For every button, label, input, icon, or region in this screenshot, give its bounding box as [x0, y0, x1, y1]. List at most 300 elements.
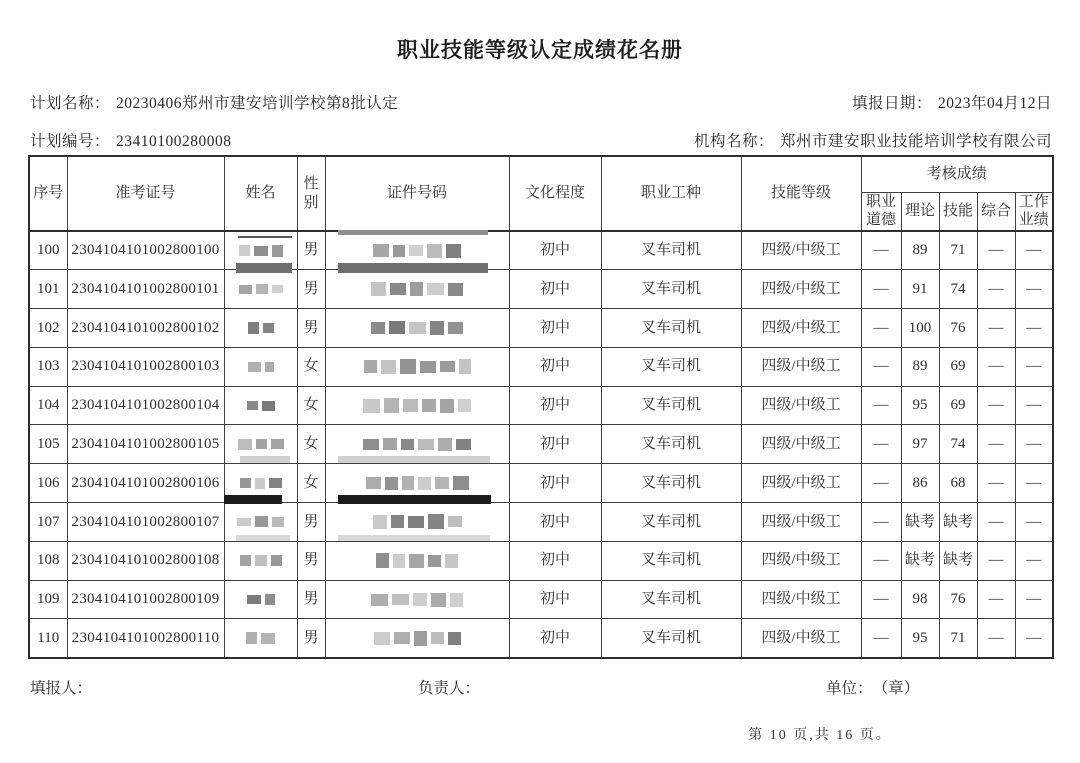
redaction-mask — [330, 427, 505, 461]
meta-row-2 — [30, 129, 1052, 151]
cell-gender: 男 — [297, 270, 325, 309]
cell-seq: 103 — [29, 347, 67, 386]
pixelated-block — [371, 322, 385, 334]
table-row — [29, 425, 1053, 464]
cell-exam-no: 2304104101002800104 — [67, 386, 224, 425]
cell-seq: 110 — [29, 619, 67, 658]
cell-skill-level: 四级/中级工 — [741, 347, 861, 386]
filler-label: 填报人： — [30, 680, 93, 697]
pixelated-block — [254, 246, 268, 256]
pixelated-block — [366, 477, 381, 489]
cell-name-redacted — [224, 580, 297, 619]
cell-name-redacted — [224, 503, 297, 542]
pixelated-block — [255, 516, 268, 527]
report-date-label: 填报日期： — [851, 95, 932, 112]
pixelated-block — [448, 322, 463, 334]
cell-score-3: — — [977, 619, 1015, 658]
cell-id-redacted — [325, 231, 509, 270]
cell-score-0: — — [861, 347, 901, 386]
cell-gender: 女 — [297, 386, 325, 425]
cell-score-4: — — [1015, 619, 1053, 658]
cell-score-2: 71 — [939, 619, 977, 658]
pixelated-block — [401, 439, 414, 450]
header-score-work: 工作业绩 — [1015, 192, 1053, 231]
plan-name-label: 计划名称： — [30, 95, 111, 112]
unit-label — [826, 676, 919, 698]
cell-score-3: — — [977, 309, 1015, 348]
table-header — [29, 156, 1053, 231]
cell-gender: 男 — [297, 309, 325, 348]
pixelated-block — [402, 476, 414, 490]
table-body — [29, 231, 1053, 658]
cell-score-1: 100 — [901, 309, 939, 348]
redaction-mask — [330, 583, 505, 617]
page-title: 职业技能等级认定成绩花名册 — [397, 39, 683, 62]
table-row — [29, 464, 1053, 503]
cell-score-2: 71 — [939, 231, 977, 270]
cell-occupation: 叉车司机 — [601, 580, 741, 619]
cell-occupation: 叉车司机 — [601, 425, 741, 464]
pixelated-block — [445, 554, 458, 568]
report-date-value: 2023年04月12日 — [937, 95, 1052, 112]
cell-score-4: — — [1015, 580, 1053, 619]
pixelated-block — [435, 477, 449, 489]
cell-occupation: 叉车司机 — [601, 541, 741, 580]
cell-exam-no: 2304104101002800110 — [67, 619, 224, 658]
cell-education: 初中 — [509, 580, 601, 619]
cell-score-2: 76 — [939, 309, 977, 348]
pixelated-block — [458, 399, 471, 412]
cell-score-0: — — [861, 619, 901, 658]
pixelated-block — [376, 553, 389, 568]
redaction-mask — [229, 583, 293, 617]
cell-skill-level: 四级/中级工 — [741, 231, 861, 270]
cell-exam-no: 2304104101002800100 — [67, 231, 224, 270]
header-id-no: 证件号码 — [325, 156, 509, 231]
pixelated-block — [374, 632, 390, 645]
page-number-text: 第 10 页,共 16 页。 — [748, 728, 892, 743]
cell-score-3: — — [977, 425, 1015, 464]
pixelated-block — [256, 284, 268, 294]
cell-skill-level: 四级/中级工 — [741, 619, 861, 658]
cell-score-2: 缺考 — [939, 541, 977, 580]
redaction-mask — [229, 350, 293, 384]
page-number — [0, 724, 1080, 744]
pixelated-block — [448, 516, 462, 527]
redaction-mask — [330, 234, 505, 267]
cell-id-redacted — [325, 425, 509, 464]
cell-score-1: 缺考 — [901, 541, 939, 580]
cell-name-redacted — [224, 619, 297, 658]
cell-score-1: 95 — [901, 619, 939, 658]
cell-score-2: 缺考 — [939, 503, 977, 542]
cell-seq: 101 — [29, 270, 67, 309]
cell-score-4: — — [1015, 347, 1053, 386]
table-row — [29, 503, 1053, 542]
cell-score-4: — — [1015, 464, 1053, 503]
redaction-mask — [229, 272, 293, 306]
cell-name-redacted — [224, 386, 297, 425]
cell-score-2: 76 — [939, 580, 977, 619]
pixelated-block — [409, 322, 426, 334]
pixelated-block — [371, 594, 388, 606]
pixelated-block — [450, 593, 463, 607]
pixelated-block — [255, 555, 267, 566]
cell-exam-no: 2304104101002800109 — [67, 580, 224, 619]
unit-label-text: 单位： — [826, 680, 873, 697]
cell-name-redacted — [224, 231, 297, 270]
cell-exam-no: 2304104101002800105 — [67, 425, 224, 464]
cell-score-0: — — [861, 541, 901, 580]
cell-name-redacted — [224, 425, 297, 464]
cell-seq: 100 — [29, 231, 67, 270]
redaction-mask — [330, 272, 505, 306]
cell-score-0: — — [861, 231, 901, 270]
plan-code — [30, 129, 232, 151]
pixelated-block — [392, 594, 409, 605]
pixelated-block — [418, 439, 434, 450]
pixelated-block — [440, 399, 454, 413]
pixelated-block — [431, 632, 444, 644]
cell-score-3: — — [977, 503, 1015, 542]
pixelated-block — [263, 323, 274, 333]
cell-score-2: 69 — [939, 386, 977, 425]
plan-name-value: 20230406郑州市建安培训学校第8批认定 — [116, 95, 399, 112]
cell-score-4: — — [1015, 309, 1053, 348]
cell-education: 初中 — [509, 425, 601, 464]
pixelated-block — [428, 555, 441, 567]
cell-score-3: — — [977, 464, 1015, 503]
pixelated-block — [371, 282, 386, 296]
cell-score-4: — — [1015, 231, 1053, 270]
pixelated-block — [422, 399, 436, 412]
pixelated-block — [265, 594, 275, 605]
unit-seal-placeholder: （章） — [880, 680, 920, 697]
redaction-mask — [330, 621, 505, 654]
cell-seq: 107 — [29, 503, 67, 542]
cell-exam-no: 2304104101002800106 — [67, 464, 224, 503]
pixelated-block — [261, 633, 275, 644]
pixelated-block — [373, 515, 387, 529]
pixelated-block — [248, 362, 261, 372]
pixelated-block — [400, 359, 416, 374]
cell-skill-level: 四级/中级工 — [741, 425, 861, 464]
cell-gender: 男 — [297, 231, 325, 270]
cell-gender: 男 — [297, 541, 325, 580]
redaction-mask — [330, 350, 505, 384]
cell-occupation: 叉车司机 — [601, 464, 741, 503]
cell-education: 初中 — [509, 347, 601, 386]
pixelated-block — [239, 285, 252, 294]
pixelated-block — [246, 632, 257, 644]
cell-id-redacted — [325, 386, 509, 425]
cell-skill-level: 四级/中级工 — [741, 541, 861, 580]
cell-gender: 男 — [297, 580, 325, 619]
cell-name-redacted — [224, 309, 297, 348]
cell-gender: 男 — [297, 503, 325, 542]
cell-score-1: 89 — [901, 231, 939, 270]
pixelated-block — [237, 518, 251, 526]
table-row — [29, 619, 1053, 658]
cell-score-2: 69 — [939, 347, 977, 386]
cell-exam-no: 2304104101002800103 — [67, 347, 224, 386]
pixelated-block — [271, 555, 282, 566]
pixelated-block — [239, 245, 250, 256]
cell-score-0: — — [861, 464, 901, 503]
table-row — [29, 580, 1053, 619]
header-score-theory: 理论 — [901, 192, 939, 231]
table-row — [29, 347, 1053, 386]
cell-score-0: — — [861, 425, 901, 464]
pixelated-block — [256, 439, 267, 449]
cell-skill-level: 四级/中级工 — [741, 464, 861, 503]
pixelated-block — [391, 515, 404, 528]
table-row — [29, 231, 1053, 270]
cell-score-2: 68 — [939, 464, 977, 503]
pixelated-block — [427, 283, 444, 295]
header-exam-no: 准考证号 — [67, 156, 224, 231]
cell-occupation: 叉车司机 — [601, 619, 741, 658]
pixelated-block — [390, 283, 406, 295]
redaction-mask — [229, 466, 293, 500]
pixelated-block — [272, 245, 283, 257]
pixelated-block — [393, 245, 405, 257]
pixelated-block — [255, 478, 265, 489]
pixelated-block — [269, 478, 282, 488]
pixelated-block — [385, 477, 398, 490]
cell-gender: 女 — [297, 425, 325, 464]
plan-name — [30, 91, 398, 113]
pixelated-block — [438, 438, 452, 451]
redaction-mask — [229, 505, 293, 539]
cell-score-1: 95 — [901, 386, 939, 425]
cell-id-redacted — [325, 503, 509, 542]
org-name — [694, 129, 1052, 151]
pixelated-block — [427, 244, 442, 258]
pixelated-block — [414, 631, 427, 646]
cell-id-redacted — [325, 347, 509, 386]
pixelated-block — [240, 478, 251, 488]
cell-score-3: — — [977, 580, 1015, 619]
cell-score-2: 74 — [939, 270, 977, 309]
pixelated-block — [393, 554, 405, 568]
header-score-skill: 技能 — [939, 192, 977, 231]
score-table — [28, 155, 1054, 659]
org-name-value: 郑州市建安职业技能培训学校有限公司 — [779, 133, 1052, 150]
cell-seq: 109 — [29, 580, 67, 619]
manager-label: 负责人： — [418, 680, 481, 697]
pixelated-block — [272, 285, 283, 293]
pixelated-block — [409, 554, 424, 568]
pixelated-block — [363, 399, 380, 413]
cell-gender: 女 — [297, 347, 325, 386]
header-gender: 性别 — [297, 156, 325, 231]
pixelated-block — [448, 283, 463, 296]
cell-education: 初中 — [509, 386, 601, 425]
cell-score-1: 89 — [901, 347, 939, 386]
cell-occupation: 叉车司机 — [601, 231, 741, 270]
cell-score-3: — — [977, 386, 1015, 425]
cell-exam-no: 2304104101002800102 — [67, 309, 224, 348]
cell-id-redacted — [325, 270, 509, 309]
cell-exam-no: 2304104101002800107 — [67, 503, 224, 542]
pixelated-block — [420, 361, 436, 373]
plan-code-value: 23410100280008 — [116, 133, 232, 150]
cell-id-redacted — [325, 580, 509, 619]
cell-score-2: 74 — [939, 425, 977, 464]
pixelated-block — [408, 516, 424, 528]
pixelated-block — [431, 593, 446, 607]
cell-seq: 102 — [29, 309, 67, 348]
cell-id-redacted — [325, 464, 509, 503]
pixelated-block — [440, 361, 455, 372]
pixelated-block — [413, 593, 427, 606]
redaction-mask — [229, 621, 293, 654]
pixelated-block — [418, 477, 431, 490]
cell-skill-level: 四级/中级工 — [741, 309, 861, 348]
pixelated-block — [247, 401, 258, 410]
org-name-label: 机构名称： — [693, 133, 774, 150]
pixelated-block — [384, 398, 399, 413]
cell-occupation: 叉车司机 — [601, 270, 741, 309]
header-scores-group: 考核成绩 — [861, 156, 1053, 192]
redaction-mask — [330, 505, 505, 539]
pixelated-block — [409, 245, 423, 256]
header-score-comprehensive: 综合 — [977, 192, 1015, 231]
cell-name-redacted — [224, 270, 297, 309]
cell-skill-level: 四级/中级工 — [741, 503, 861, 542]
pixelated-block — [394, 632, 410, 644]
cell-occupation: 叉车司机 — [601, 347, 741, 386]
cell-score-3: — — [977, 541, 1015, 580]
cell-score-1: 91 — [901, 270, 939, 309]
cell-seq: 105 — [29, 425, 67, 464]
cell-exam-no: 2304104101002800108 — [67, 541, 224, 580]
cell-seq: 108 — [29, 541, 67, 580]
pixelated-block — [453, 476, 469, 490]
plan-code-label: 计划编号： — [30, 133, 111, 150]
redaction-mask — [229, 389, 293, 423]
pixelated-block — [403, 399, 418, 412]
cell-education: 初中 — [509, 503, 601, 542]
cell-id-redacted — [325, 541, 509, 580]
cell-id-redacted — [325, 309, 509, 348]
cell-score-3: — — [977, 270, 1015, 309]
cell-score-3: — — [977, 231, 1015, 270]
cell-occupation: 叉车司机 — [601, 309, 741, 348]
header-seq: 序号 — [29, 156, 67, 231]
redaction-mask — [330, 544, 505, 578]
pixelated-block — [448, 632, 461, 645]
pixelated-block — [389, 321, 405, 334]
cell-score-4: — — [1015, 386, 1053, 425]
header-name: 姓名 — [224, 156, 297, 231]
cell-gender: 女 — [297, 464, 325, 503]
cell-education: 初中 — [509, 541, 601, 580]
cell-seq: 104 — [29, 386, 67, 425]
pixelated-block — [247, 595, 261, 604]
cell-score-4: — — [1015, 541, 1053, 580]
pixelated-block — [248, 322, 259, 334]
redaction-mask — [229, 234, 293, 267]
table-row — [29, 386, 1053, 425]
cell-score-4: — — [1015, 503, 1053, 542]
cell-occupation: 叉车司机 — [601, 503, 741, 542]
report-date — [852, 91, 1052, 113]
cell-skill-level: 四级/中级工 — [741, 270, 861, 309]
pixelated-block — [410, 282, 423, 296]
cell-education: 初中 — [509, 309, 601, 348]
cell-skill-level: 四级/中级工 — [741, 386, 861, 425]
cell-education: 初中 — [509, 619, 601, 658]
cell-skill-level: 四级/中级工 — [741, 580, 861, 619]
pixelated-block — [240, 555, 251, 566]
pixelated-block — [262, 401, 275, 411]
cell-exam-no: 2304104101002800101 — [67, 270, 224, 309]
cell-gender: 男 — [297, 619, 325, 658]
redaction-mask — [229, 427, 293, 461]
redaction-mask — [229, 544, 293, 578]
header-skill-level: 技能等级 — [741, 156, 861, 231]
header-occupation: 职业工种 — [601, 156, 741, 231]
cell-name-redacted — [224, 464, 297, 503]
pixelated-block — [272, 517, 284, 527]
pixelated-block — [459, 359, 471, 374]
cell-score-0: — — [861, 503, 901, 542]
redaction-mask — [330, 466, 505, 500]
pixelated-block — [446, 244, 461, 258]
table-row — [29, 541, 1053, 580]
pixelated-block — [265, 362, 274, 372]
cell-score-1: 86 — [901, 464, 939, 503]
pixelated-block — [238, 439, 252, 450]
cell-score-1: 缺考 — [901, 503, 939, 542]
pixelated-block — [271, 439, 284, 449]
cell-education: 初中 — [509, 270, 601, 309]
meta-row-1 — [30, 91, 1052, 113]
cell-score-1: 98 — [901, 580, 939, 619]
header-score-ethics: 职业道德 — [861, 192, 901, 231]
cell-score-0: — — [861, 309, 901, 348]
redaction-mask — [229, 311, 293, 345]
pixelated-block — [363, 439, 379, 450]
pixelated-block — [381, 360, 396, 374]
cell-score-1: 97 — [901, 425, 939, 464]
cell-score-0: — — [861, 270, 901, 309]
cell-name-redacted — [224, 347, 297, 386]
cell-education: 初中 — [509, 231, 601, 270]
pixelated-block — [430, 321, 444, 335]
cell-score-4: — — [1015, 425, 1053, 464]
table-row — [29, 270, 1053, 309]
cell-score-0: — — [861, 580, 901, 619]
cell-name-redacted — [224, 541, 297, 580]
pixelated-block — [373, 244, 389, 257]
redaction-mask — [330, 311, 505, 345]
pixelated-block — [364, 360, 377, 373]
cell-occupation: 叉车司机 — [601, 386, 741, 425]
cell-score-4: — — [1015, 270, 1053, 309]
pixelated-block — [383, 438, 397, 450]
cell-education: 初中 — [509, 464, 601, 503]
cell-score-3: — — [977, 347, 1015, 386]
header-education: 文化程度 — [509, 156, 601, 231]
cell-id-redacted — [325, 619, 509, 658]
pixelated-block — [428, 514, 444, 529]
redaction-mask — [330, 389, 505, 423]
pixelated-block — [456, 439, 471, 450]
cell-seq: 106 — [29, 464, 67, 503]
